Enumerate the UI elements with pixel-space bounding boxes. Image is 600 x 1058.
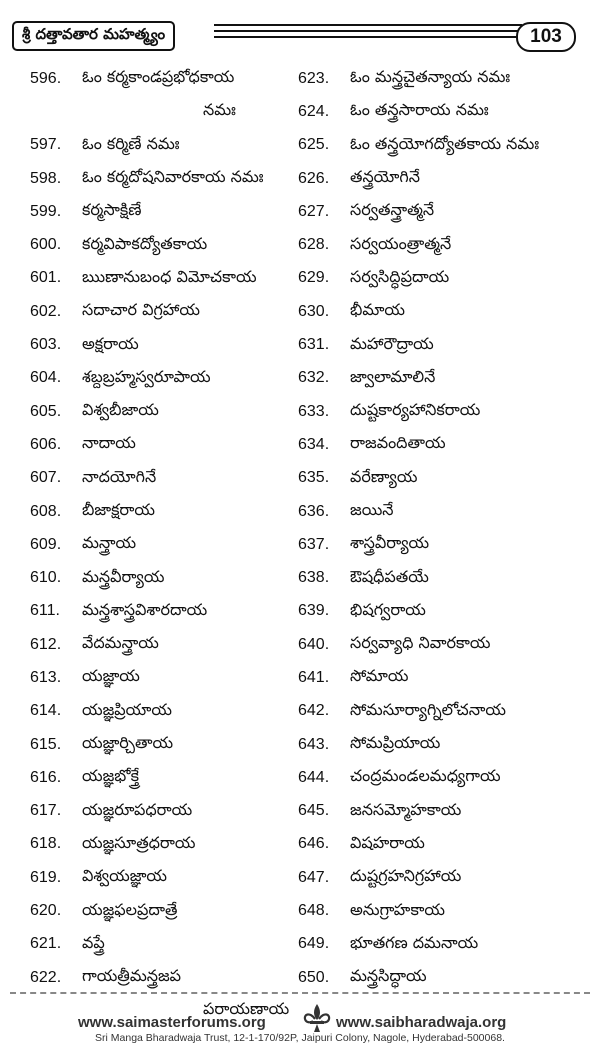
- entry-number: 617.: [30, 802, 62, 820]
- entry-number: 606.: [30, 435, 62, 453]
- entry-number: 616.: [30, 768, 62, 786]
- footer-site-left: www.saimasterforums.org: [78, 1014, 266, 1031]
- name-entry: [30, 561, 300, 594]
- entry-number: 618.: [30, 835, 62, 853]
- entry-text: ఓం కర్మిణే నమః: [82, 133, 180, 153]
- name-entry: [298, 228, 593, 261]
- name-entry: [30, 628, 300, 661]
- entry-text: అనుగ్రాహకాయ: [350, 899, 445, 919]
- name-entry: [298, 628, 593, 661]
- name-entry: [298, 295, 593, 328]
- header-decorative-lines: [214, 24, 522, 44]
- name-entry: [298, 595, 593, 628]
- entry-number: 640.: [298, 635, 330, 653]
- entry-number: 604.: [30, 369, 62, 387]
- entry-text: యజ్ఞభోక్త్రే: [82, 766, 139, 786]
- entry-text: ఔషధీపతయే: [350, 566, 429, 586]
- entry-text: శాస్త్రవీర్యాయ: [350, 533, 430, 553]
- name-entry: [298, 795, 593, 828]
- name-entry: [30, 795, 300, 828]
- entry-text: ఓం తన్త్రయోగద్యోతకాయ నమః: [350, 133, 540, 153]
- entry-text: సదాచార విగ్రహాయ: [82, 300, 200, 320]
- entry-number: 603.: [30, 336, 62, 354]
- entry-text: యజ్ఞసూత్రధరాయ: [82, 832, 196, 852]
- entry-text: రాజవందితాయ: [350, 433, 446, 453]
- entry-number: 609.: [30, 535, 62, 553]
- name-entry: [30, 861, 300, 894]
- entry-number: 633.: [298, 402, 330, 420]
- entry-number: 649.: [298, 935, 330, 953]
- name-entry: [298, 761, 593, 794]
- entry-number: 607.: [30, 469, 62, 487]
- entry-text: మన్త్రశాస్త్రవిశారదాయ: [82, 599, 208, 619]
- name-entry: [30, 462, 300, 495]
- entry-text: యజ్ఞరూపధరాయ: [82, 799, 193, 819]
- name-entry: [30, 728, 300, 761]
- entry-text: వప్త్రే: [82, 932, 105, 952]
- entry-number: 636.: [298, 502, 330, 520]
- name-entry: [30, 828, 300, 861]
- entry-text: సోమాయ: [350, 666, 409, 686]
- name-entry: [30, 528, 300, 561]
- entry-number: 621.: [30, 935, 62, 953]
- entry-text: కర్మసాక్షిణే: [82, 200, 142, 220]
- name-entry: [298, 528, 593, 561]
- page-header: [0, 0, 600, 58]
- name-entry: [30, 495, 300, 528]
- footer-divider: [10, 992, 590, 994]
- entry-number: 630.: [298, 302, 330, 320]
- entry-text: మన్త్రసిద్ధాయ: [350, 966, 427, 986]
- entry-text: దుష్టగ్రహనిగ్రహాయ: [350, 866, 462, 886]
- name-entry: [298, 129, 593, 162]
- name-entry: [298, 362, 593, 395]
- entry-number: 638.: [298, 569, 330, 587]
- entry-number: 632.: [298, 369, 330, 387]
- entry-text: విశ్వయజ్ఞాయ: [82, 866, 168, 886]
- entry-text: ఓం తన్త్రసారాయ నమః: [350, 100, 489, 120]
- entry-text: విషహరాయ: [350, 832, 425, 852]
- page-number: 103: [516, 22, 576, 52]
- entry-number: 605.: [30, 402, 62, 420]
- name-entry: [30, 362, 300, 395]
- entry-text: యజ్ఞాయ: [82, 666, 140, 686]
- name-entry: [30, 761, 300, 794]
- entry-text: కర్మవిపాకద్యోతకాయ: [82, 233, 208, 253]
- entry-text: అక్షరాయ: [82, 333, 139, 353]
- entry-number: 646.: [298, 835, 330, 853]
- entry-number: 643.: [298, 735, 330, 753]
- entry-text: సర్వవ్యాధి నివారకాయ: [350, 633, 491, 653]
- entry-text: జయినే: [350, 500, 394, 519]
- book-title: శ్రీ దత్తావతార మహత్మ్యం: [12, 21, 175, 51]
- entry-text: గాయత్రీమన్త్రజప: [82, 966, 182, 986]
- entry-number: 627.: [298, 202, 330, 220]
- name-entry: [30, 262, 300, 295]
- name-entry: [30, 195, 300, 228]
- entry-number: 629.: [298, 269, 330, 287]
- entry-number: 598.: [30, 169, 62, 187]
- entry-text: ఓం మన్త్రచైతన్యాయ నమః: [350, 67, 511, 87]
- entry-number: 612.: [30, 635, 62, 653]
- entry-text: సోమప్రియాయ: [350, 733, 441, 753]
- entry-text: సోమసూర్యాగ్నిలోచనాయ: [350, 699, 506, 719]
- name-entry: [30, 95, 300, 128]
- entry-number: 645.: [298, 802, 330, 820]
- entry-text: జనసమ్మోహకాయ: [350, 799, 462, 819]
- name-entry: [298, 328, 593, 361]
- entry-number: 637.: [298, 535, 330, 553]
- entry-text: బీజాక్షరాయ: [82, 500, 155, 519]
- right-column: [298, 62, 593, 994]
- entry-number: 628.: [298, 236, 330, 254]
- entry-number: 619.: [30, 868, 62, 886]
- name-entry: [30, 595, 300, 628]
- entry-number: 601.: [30, 269, 62, 287]
- name-entry: [298, 728, 593, 761]
- name-entry: [298, 262, 593, 295]
- entry-number: 615.: [30, 735, 62, 753]
- entry-number: 597.: [30, 136, 62, 154]
- entry-number: 634.: [298, 435, 330, 453]
- name-entry: [298, 195, 593, 228]
- name-entry: [30, 928, 300, 961]
- entry-text: సర్వతన్త్రాత్మనే: [350, 200, 435, 220]
- name-entry: [30, 395, 300, 428]
- entry-number: 614.: [30, 702, 62, 720]
- entry-text: ఋణానుబంధ విమోచకాయ: [82, 266, 257, 286]
- entry-number: 613.: [30, 668, 62, 686]
- entry-text: సర్వయంత్రాత్మనే: [350, 233, 452, 253]
- name-entry: [298, 661, 593, 694]
- name-entry: [298, 828, 593, 861]
- entry-text: తన్త్రయోగినే: [350, 167, 420, 187]
- entry-number: 620.: [30, 902, 62, 920]
- name-entry: [298, 95, 593, 128]
- name-entry: [298, 861, 593, 894]
- name-entry: [30, 228, 300, 261]
- entry-number: 641.: [298, 668, 330, 686]
- entry-text: విశ్వబీజాయ: [82, 400, 159, 420]
- entry-text: మన్త్రవీర్యాయ: [82, 566, 165, 586]
- name-entry: [298, 395, 593, 428]
- entry-text: నాదాయ: [82, 433, 136, 453]
- entry-text: ఓం కర్మకాండప్రభోధకాయ: [82, 67, 235, 87]
- entry-text: నాదయోగినే: [82, 466, 157, 486]
- entry-number: 647.: [298, 868, 330, 886]
- entry-number: 642.: [298, 702, 330, 720]
- name-entry: [298, 928, 593, 961]
- entry-text: దుష్టకార్యహానికరాయ: [350, 400, 481, 420]
- entry-number: 608.: [30, 502, 62, 520]
- entry-text: భీమాయ: [350, 300, 405, 320]
- name-entry: [298, 695, 593, 728]
- entry-number: 611.: [30, 602, 60, 620]
- entry-text: పరాయణాయ: [203, 999, 290, 1019]
- entry-text: జ్వాలామాలినే: [350, 366, 436, 386]
- entry-number: 623.: [298, 69, 330, 87]
- entry-text: యజ్ఞార్చితాయ: [82, 733, 174, 753]
- entry-number: 631.: [298, 336, 330, 354]
- entry-text: శబ్దబ్రహ్మస్వరూపాయ: [82, 366, 211, 386]
- name-entry: [298, 561, 593, 594]
- entry-text: వరేణ్యాయ: [350, 466, 418, 486]
- entry-text: భూతగణ దమనాయ: [350, 932, 479, 952]
- entry-number: 625.: [298, 136, 330, 154]
- entry-text: చంద్రమండలమధ్యగాయ: [350, 766, 501, 786]
- entry-text: మన్త్రాయ: [82, 533, 137, 553]
- name-entry: [298, 62, 593, 95]
- trust-address: Sri Manga Bharadwaja Trust, 12-1-170/92P, Jaipuri Colony, Nagole, Hyderabad-500068.: [95, 1032, 505, 1044]
- name-entry: [298, 162, 593, 195]
- entry-number: 602.: [30, 302, 62, 320]
- entry-number: 599.: [30, 202, 62, 220]
- fleur-de-lis-icon: [302, 1002, 332, 1036]
- entry-number: 644.: [298, 768, 330, 786]
- footer-site-right: www.saibharadwaja.org: [336, 1014, 507, 1031]
- entry-text: సర్వసిద్ధిప్రదాయ: [350, 266, 450, 286]
- entry-number: 635.: [298, 469, 330, 487]
- entry-number: 648.: [298, 902, 330, 920]
- entry-text: భిషగ్వరాయ: [350, 599, 426, 619]
- entry-number: 596.: [30, 69, 62, 87]
- left-column: [30, 62, 300, 1028]
- name-entry: [30, 328, 300, 361]
- entry-text: వేదమన్త్రాయ: [82, 633, 159, 653]
- name-entry: [298, 894, 593, 927]
- entry-number: 626.: [298, 169, 330, 187]
- entry-number: 624.: [298, 102, 330, 120]
- entry-text: మహారౌద్రాయ: [350, 333, 434, 353]
- entry-text: నమః: [203, 100, 236, 120]
- name-entry: [30, 162, 300, 195]
- name-entry: [30, 129, 300, 162]
- name-entry: [30, 695, 300, 728]
- entry-number: 639.: [298, 602, 330, 620]
- name-entry: [298, 495, 593, 528]
- name-entry: [298, 428, 593, 461]
- entry-text: యజ్ఞప్రియాయ: [82, 699, 172, 719]
- name-entry: [30, 894, 300, 927]
- entry-text: యజ్ఞఫలప్రదాత్రే: [82, 899, 178, 919]
- entry-number: 610.: [30, 569, 62, 587]
- name-entry: [30, 661, 300, 694]
- page-footer: [0, 990, 600, 1058]
- name-entry: [30, 62, 300, 95]
- name-entry: [30, 295, 300, 328]
- name-entry: [298, 462, 593, 495]
- name-entry: [30, 428, 300, 461]
- entry-text: ఓం కర్మదోషనివారకాయ నమః: [82, 167, 264, 187]
- entry-number: 650.: [298, 968, 330, 986]
- entry-number: 622.: [30, 968, 62, 986]
- entry-number: 600.: [30, 236, 62, 254]
